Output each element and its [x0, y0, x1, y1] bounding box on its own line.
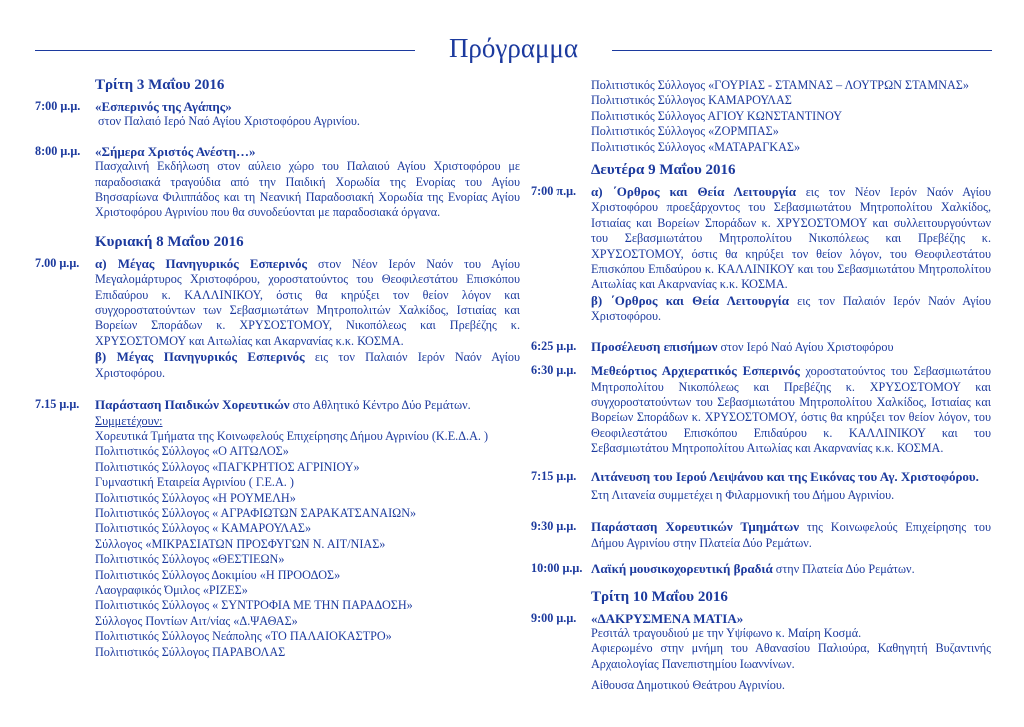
- event-text: Στη Λιτανεία συμμετέχει η Φιλαρμονική του Δήμου Αγρινίου.: [591, 487, 895, 502]
- event-body: [591, 184, 991, 325]
- event-title: Παράσταση Παιδικών Χορευτικών: [95, 397, 290, 413]
- event-title: Παράσταση Χορευτικών Τμημάτων: [591, 519, 800, 535]
- event-title: α) ΄Ορθρος και Θεία Λειτουργία: [591, 184, 797, 200]
- event-title: Προσέλευση επισήμων: [591, 338, 718, 354]
- event-title: «ΔΑΚΡΥΣΜΕΝΑ ΜΑΤΙΑ»: [591, 610, 744, 626]
- participant: Πολιτιστικός Σύλλογος «ΓΟΥΡΙΑΣ - ΣΤΑΜΝΑΣ – ΛΟΥΤΡΩΝ ΣΤΑΜΝΑΣ»: [591, 78, 969, 92]
- event-title: Λιτάνευση του Ιερού Λειψάνου και της Εικόνας του Αγ. Χριστοφόρου.: [591, 468, 979, 484]
- day-heading: Κυριακή 8 Μαΐου 2016: [95, 233, 244, 250]
- participant: Πολιτιστικός Σύλλογος «Η ΡΟΥΜΕΛΗ»: [95, 490, 296, 505]
- event-time: 10:00 μ.μ.: [531, 561, 583, 576]
- left-column: [35, 76, 520, 660]
- event-time: 9:00 μ.μ.: [531, 610, 577, 625]
- event-title: «Σήμερα Χριστός Ανέστη…»: [95, 143, 256, 159]
- event-text: στο Αθλητικό Κέντρο Δύο Ρεμάτων.: [292, 398, 471, 413]
- page-title: Πρόγραμμα: [448, 33, 579, 63]
- participant: Πολιτιστικός Σύλλογος ΑΓΙΟΥ ΚΩΝΣΤΑΝΤΙΝΟΥ: [591, 108, 843, 123]
- event-title: «Εσπερινός της Αγάπης»: [95, 99, 232, 114]
- event-text: στον Παλαιό Ιερό Ναό Αγίου Χριστοφόρου Αγρινίου.: [98, 114, 360, 129]
- participant: Λαογραφικός Όμιλος «ΡΙΖΕΣ»: [95, 582, 248, 597]
- participant: Πολιτιστικός Σύλλογος Δοκιμίου «Η ΠΡΟΟΔΟΣ»: [95, 567, 341, 582]
- event-body: [591, 339, 991, 355]
- event-time: 6:30 μ.μ.: [531, 363, 577, 378]
- title-rule-right: [612, 50, 992, 51]
- event-text: χοροστατούντος του Σεβασμιωτάτου Μητροπολίτου Νικοπόλεως και Πρεβέζης κ. ΧΡΥΣΟΣΤΟΜΟΥ και συγχοροστατούντων του Σεβασμιωτάτου Μητροπολίτου Χαλκίδος, Ιστιαίας και Βορείων Σποράδων κ. ΧΡΥΣΟΣΤΟΜΟΥ, όστις θα κηρύξει τον θείον λόγον, του Θεοφιλεστάτου Επισκόπου Επιδαύρου κ. ΚΑΛΛΙΝΙΚΟΥ και του Σεβασμιωτάτου Μητροπολίτου Αιτωλίας και Ακαρνανίας κ.κ. ΚΟΣΜΑ.: [591, 364, 992, 456]
- day-heading: Τρίτη 10 Μαΐου 2016: [591, 588, 728, 605]
- event: [35, 256, 520, 381]
- participant: Πολιτιστικός Σύλλογος « ΣΥΝΤΡΟΦΙΑ ΜΕ ΤΗΝ ΠΑΡΑΔΟΣΗ»: [95, 598, 413, 613]
- event: [531, 519, 991, 551]
- event-time: 7.15 μ.μ.: [35, 397, 80, 412]
- event-text: Πασχαλινή Εκδήλωση στον αύλειο χώρο του Παλαιού Αγίου Χριστοφόρου με παραδοσιακά τραγούδια από την Παιδική Χορωδία της Ενορίας του Αγίου Βησσαρίωνα Φιλιππάδος και τη Νεανική Παραδοσιακή Χορωδία της Ενορίας Αγίου Χριστοφόρου Αγρινίου που θα συνοδεύονται με παραδοσιακά όργανα.: [95, 159, 520, 220]
- event-time: 7:00 π.μ.: [531, 184, 577, 199]
- participant: Σύλλογος Ποντίων Αιτ/νίας «Δ.ΨΑΘΑΣ»: [95, 613, 298, 628]
- day-heading: Δευτέρα 9 Μαΐου 2016: [591, 162, 736, 179]
- event: [531, 363, 991, 456]
- event-time: 7:00 μ.μ.: [35, 99, 81, 113]
- event-body: [591, 519, 991, 551]
- event-text: στον Νέον Ιερόν Ναόν του Αγίου Μεγαλομάρτυρος Χριστοφόρου, χοροστατούντος του Θεοφιλεστάτου Επισκόπου Επιδαύρου κ. ΚΑΛΛΙΝΙΚΟΥ, όστις θα κηρύξει τον θείον λόγον και συγχοροστατούντων των Σεβασμιωτάτων Μητροπολιτών Χαλκίδος, Ιστιαίας και Βορείων Σποράδων κ. ΧΡΥΣΟΣΤΟΜΟΥ, Νικοπόλεως και Πρεβέζης κ. ΧΡΥΣΟΣΤΟΜΟΥ και Αιτωλίας και Ακαρνανίας κ.κ. ΚΟΣΜΑ.: [95, 256, 521, 348]
- participant: Πολιτιστικός Σύλλογος «ΠΑΓΚΡΗΤΙΟΣ ΑΓΡΙΝΙΟΥ»: [95, 459, 360, 474]
- event-time: 7.00 μ.μ.: [35, 255, 80, 270]
- event-body: [95, 256, 520, 381]
- title-rule-left: [35, 50, 415, 51]
- event: [531, 611, 991, 694]
- event-text: Ρεσιτάλ τραγουδιού με την Υψίφωνο κ. Μαίρη Κοσμά.: [591, 625, 862, 640]
- participant: Πολιτιστικός Σύλλογος «ΘΕΣΤΙΕΩΝ»: [95, 552, 285, 567]
- event-body: [591, 611, 991, 694]
- event-body: [591, 561, 991, 577]
- participant: Πολιτιστικός Σύλλογος « ΚΑΜΑΡΟΥΛΑΣ»: [95, 521, 312, 536]
- event-paragraph: [591, 293, 991, 325]
- event-body: [95, 397, 520, 660]
- event: [531, 469, 991, 504]
- event-title: Μεθεόρτιος Αρχιερατικός Εσπερινός: [591, 363, 800, 379]
- event-text: εις τον Νέον Ιερόν Ναόν Αγίου Χριστοφόρου προεξάρχοντος του Σεβασμιωτάτου Μητροπολίτου Χαλκίδος, Ιστιαίας και Βορείων Σποράδων κ. ΧΡΥΣΟΣΤΟΜΟΥ και συλλειτουργούντων του Σεβασμιωτάτου Μητροπολίτου Νικοπόλεως και Πρεβέζης κ. ΧΡΥΣΟΣΤΟΜΟΥ, όστις θα κηρύξει τον θείον λόγον, του Θεοφιλεστάτου Επισκόπου Επιδαύρου κ. ΚΑΛΛΙΝΙΚΟΥ και του Σεβασμιωτάτου Μητροπολίτου Αιτωλίας και Ακαρνανίας κ.κ. ΚΟΣΜΑ.: [591, 185, 991, 292]
- event-text: εις τον Παλαιόν Ιερόν Ναόν Αγίου Χριστοφόρου.: [591, 293, 992, 324]
- participant: Πολιτιστικός Σύλλογος ΠΑΡΑΒΟΛΑΣ: [95, 644, 286, 659]
- event-venue: Αίθουσα Δημοτικού Θεάτρου Αγρινίου.: [591, 678, 785, 693]
- participant: Πολιτιστικός Σύλλογος «ΜΑΤΑΡΑΓΚΑΣ»: [591, 139, 801, 154]
- event-text: Αφιερωμένο στην μνήμη του Αθανασίου Παλιούρα, Καθηγητή Βυζαντινής Αρχαιολογίας Πανεπιστημίου Ιωαννίνων.: [591, 641, 991, 671]
- participant: Γυμναστική Εταιρεία Αγρινίου ( Γ.Ε.Α. ): [95, 475, 294, 490]
- participant: Σύλλογος «ΜΙΚΡΑΣΙΑΤΩΝ ΠΡΟΣΦΥΓΩΝ Ν. ΑΙΤ/ΝΙΑΣ»: [95, 536, 386, 551]
- event-time: 9:30 μ.μ.: [531, 519, 577, 534]
- event: [35, 99, 520, 130]
- event: [531, 339, 991, 355]
- event-paragraph: [591, 184, 991, 293]
- event-title: α) Μέγας Πανηγυρικός Εσπερινός: [95, 255, 308, 271]
- event-body: [95, 144, 520, 221]
- title-row: [0, 30, 1024, 66]
- event-text: στον Ιερό Ναό Αγίου Χριστοφόρου: [720, 339, 894, 354]
- event-title: β) Μέγας Πανηγυρικός Εσπερινός: [95, 349, 305, 365]
- event-time: 8:00 μ.μ.: [35, 143, 81, 158]
- event-time: 6:25 μ.μ.: [531, 338, 577, 353]
- event-text: εις τον Παλαιόν Ιερόν Ναόν Αγίου Χριστοφόρου.: [95, 350, 520, 380]
- participants-continued: [531, 78, 991, 155]
- event-body: [591, 469, 991, 504]
- participants-label: Συμμετέχουν:: [95, 413, 163, 428]
- event-body: [591, 363, 991, 456]
- right-column: [531, 78, 991, 694]
- event-title: Λαϊκή μουσικοχορευτική βραδιά: [591, 561, 773, 577]
- event: [531, 561, 991, 577]
- event-body: [95, 99, 520, 130]
- participant: Πολιτιστικός Σύλλογος « ΑΓΡΑΦΙΩΤΩΝ ΣΑΡΑΚΑΤΣΑΝΑΙΩΝ»: [95, 505, 417, 520]
- event-text: στην Πλατεία Δύο Ρεμάτων.: [775, 562, 915, 577]
- event-paragraph: [95, 349, 520, 381]
- event: [35, 144, 520, 221]
- participant: Πολιτιστικός Σύλλογος «ΖΟΡΜΠΑΣ»: [591, 124, 779, 139]
- day-heading: Τρίτη 3 Μαΐου 2016: [95, 77, 225, 93]
- event: [35, 397, 520, 660]
- participant: Πολιτιστικός Σύλλογος «Ο ΑΙΤΩΛΟΣ»: [95, 444, 289, 459]
- participants-list: [95, 429, 520, 660]
- event-paragraph: [95, 397, 520, 413]
- event-title: β) ΄Ορθρος και Θεία Λειτουργία: [591, 292, 790, 308]
- event: [531, 184, 991, 325]
- event-paragraph: [95, 256, 520, 349]
- participant: Πολιτιστικός Σύλλογος ΚΑΜΑΡΟΥΛΑΣ: [591, 93, 792, 108]
- event-time: 7:15 μ.μ.: [531, 468, 577, 483]
- participant: Χορευτικά Τμήματα της Κοινωφελούς Επιχείρησης Δήμου Αγρινίου (Κ.Ε.Δ.Α. ): [95, 428, 489, 443]
- event-text: της Κοινωφελούς Επιχείρησης του Δήμου Αγρινίου στην Πλατεία Δύο Ρεμάτων.: [591, 520, 991, 550]
- participant: Πολιτιστικός Σύλλογος Νεάπολης «ΤΟ ΠΑΛΑΙΟΚΑΣΤΡΟ»: [95, 629, 392, 644]
